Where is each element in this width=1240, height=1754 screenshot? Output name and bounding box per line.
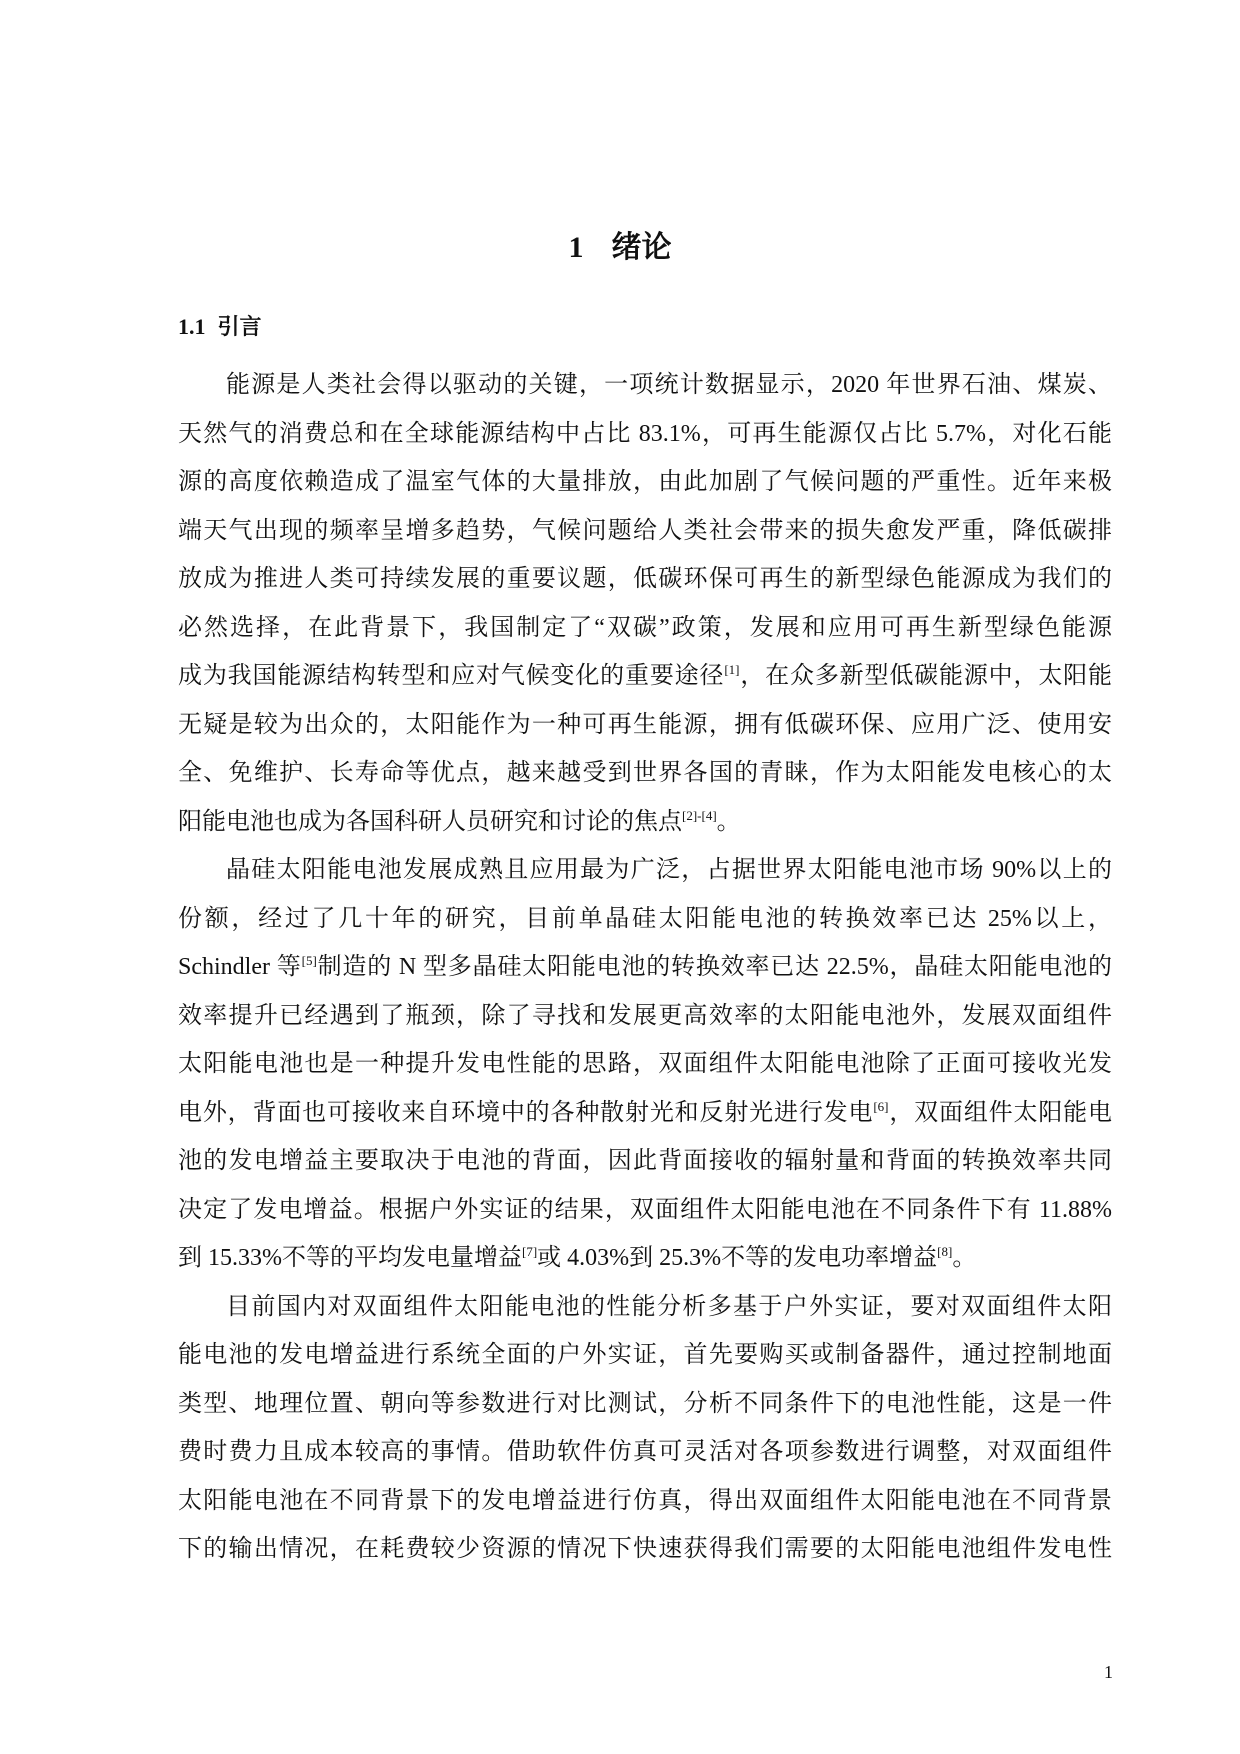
text-run: 太阳能电池也是一种提升发电性能的思路，双面组件太阳能电池除了正面可接收光发 <box>178 1051 1112 1077</box>
text-line <box>178 1477 1112 1526</box>
text-run: 全、免维护、长寿命等优点，越来越受到世界各国的青睐，作为太阳能发电核心的太 <box>178 760 1112 786</box>
text-run: 下的输出情况，在耗费较少资源的情况下快速获得我们需要的太阳能电池组件发电性 <box>178 1536 1112 1562</box>
text-run: 到 15.33%不等的平均发电量增益 <box>178 1245 522 1271</box>
citation: [8] <box>937 1244 953 1259</box>
text-run: 份额，经过了几十年的研究，目前单晶硅太阳能电池的转换效率已达 25%以上， <box>178 905 1112 932</box>
text-run: 制造的 N 型多晶硅太阳能电池的转换效率已达 22.5%，晶硅太阳能电池的 <box>316 954 1113 980</box>
text-line <box>178 1525 1112 1574</box>
text-run: 无疑是较为出众的，太阳能作为一种可再生能源，拥有低碳环保、应用广泛、使用安 <box>178 711 1112 738</box>
text-run: 源的高度依赖造成了温室气体的大量排放，由此加剧了气候问题的严重性。近年来极 <box>178 469 1112 495</box>
text-line <box>178 1089 1112 1138</box>
text-line <box>178 1380 1112 1429</box>
section-title: 引言 <box>217 314 262 339</box>
chapter-number: 1 <box>568 231 584 264</box>
text-run: 。 <box>716 808 741 835</box>
citation: [2]-[4] <box>682 807 717 823</box>
text-line <box>178 1428 1112 1477</box>
text-line <box>178 410 1112 459</box>
text-line <box>178 361 1112 410</box>
text-line <box>178 846 1112 895</box>
text-line <box>178 555 1112 604</box>
text-run: 池的发电增益主要取决于电池的背面，因此背面接收的辐射量和背面的转换效率共同 <box>178 1148 1112 1174</box>
text-run: 放成为推进人类可持续发展的重要议题，低碳环保可再生的新型绿色能源成为我们的 <box>178 566 1112 592</box>
page-number: 1 <box>1104 1662 1113 1682</box>
text-line <box>178 701 1112 750</box>
text-line <box>178 1186 1112 1235</box>
section-heading <box>178 310 262 341</box>
text-line <box>178 1331 1112 1380</box>
text-run: 晶硅太阳能电池发展成熟且应用最为广泛，占据世界太阳能电池市场 90%以上的 <box>226 857 1112 883</box>
text-run: 电外，背面也可接收来自环境中的各种散射光和反射光进行发电 <box>178 1099 874 1126</box>
text-run: 类型、地理位置、朝向等参数进行对比测试，分析不同条件下的电池性能，这是一件 <box>178 1390 1112 1417</box>
text-line <box>178 943 1112 992</box>
text-line <box>178 1234 1112 1283</box>
text-line <box>178 507 1112 556</box>
citation: [6] <box>873 1098 889 1114</box>
text-run: ，双面组件太阳能电 <box>888 1099 1112 1126</box>
text-line <box>178 458 1112 507</box>
text-run: 必然选择，在此背景下，我国制定了“双碳”政策，发展和应用可再生新型绿色能源 <box>178 614 1112 641</box>
paragraph <box>178 846 1112 1283</box>
paragraph <box>178 361 1112 846</box>
text-run: 天然气的消费总和在全球能源结构中占比 83.1%，可再生能源仅占比 5.7%，对化石能 <box>178 420 1112 447</box>
text-line <box>178 1040 1112 1089</box>
text-run: 目前国内对双面组件太阳能电池的性能分析多基于户外实证，要对双面组件太阳 <box>226 1293 1112 1320</box>
paragraph <box>178 1283 1112 1574</box>
text-line <box>178 1283 1112 1332</box>
text-run: ，在众多新型低碳能源中，太阳能 <box>739 663 1113 689</box>
text-line <box>178 1137 1112 1186</box>
chapter-title <box>0 222 1240 266</box>
text-line <box>178 652 1112 701</box>
body-text <box>178 361 1112 1574</box>
text-run: Schindler 等 <box>178 954 302 980</box>
citation: [5] <box>301 953 317 968</box>
text-run: 能电池的发电增益进行系统全面的户外实证，首先要购买或制备器件，通过控制地面 <box>178 1342 1112 1368</box>
section-number: 1.1 <box>178 314 206 339</box>
citation: [1] <box>724 662 740 677</box>
text-run: 。 <box>952 1245 977 1271</box>
text-run: 端天气出现的频率呈增多趋势，气候问题给人类社会带来的损失愈发严重，降低碳排 <box>178 517 1112 544</box>
text-run: 或 4.03%到 25.3%不等的发电功率增益 <box>537 1245 938 1271</box>
text-line <box>178 798 1112 847</box>
text-line <box>178 895 1112 944</box>
citation: [7] <box>522 1244 538 1259</box>
text-line <box>178 992 1112 1041</box>
text-run: 成为我国能源结构转型和应对气候变化的重要途径 <box>178 663 725 689</box>
text-run: 决定了发电增益。根据户外实证的结果，双面组件太阳能电池在不同条件下有 11.88% <box>178 1196 1112 1223</box>
text-run: 能源是人类社会得以驱动的关键，一项统计数据显示，2020 年世界石油、煤炭、 <box>226 372 1112 398</box>
chapter-title-text: 绪论 <box>611 231 672 264</box>
text-run: 效率提升已经遇到了瓶颈，除了寻找和发展更高效率的太阳能电池外，发展双面组件 <box>178 1002 1112 1029</box>
text-line <box>178 604 1112 653</box>
text-line <box>178 749 1112 798</box>
text-run: 费时费力且成本较高的事情。借助软件仿真可灵活对各项参数进行调整，对双面组件 <box>178 1439 1112 1465</box>
text-run: 阳能电池也成为各国科研人员研究和讨论的焦点 <box>178 808 682 835</box>
text-run: 太阳能电池在不同背景下的发电增益进行仿真，得出双面组件太阳能电池在不同背景 <box>178 1487 1112 1514</box>
